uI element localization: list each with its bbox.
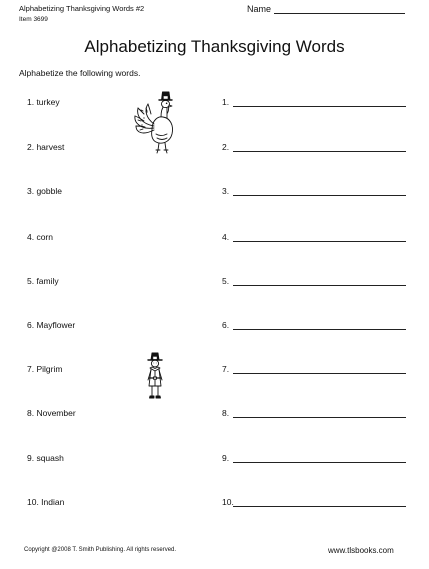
answer-number: 5.	[222, 276, 230, 286]
word-item: 7. Pilgrim	[27, 364, 63, 374]
answer-number: 9.	[222, 453, 230, 463]
answer-line[interactable]	[233, 241, 406, 242]
footer-url-link[interactable]: www.tlsbooks.com	[328, 546, 394, 555]
answer-number: 3.	[222, 186, 230, 196]
answer-number: 10.	[222, 497, 234, 507]
page-title: Alphabetizing Thanksgiving Words	[84, 37, 345, 56]
answer-line[interactable]	[233, 285, 406, 286]
answer-line[interactable]	[233, 106, 406, 107]
answer-number: 2.	[222, 142, 230, 152]
word-item: 8. November	[27, 408, 76, 418]
answer-line[interactable]	[233, 195, 406, 196]
answer-line[interactable]	[233, 373, 406, 374]
answer-line[interactable]	[233, 462, 406, 463]
answer-number: 4.	[222, 232, 230, 242]
footer-copyright: Copyright @2008 T. Smith Publishing. All rights reserved.	[24, 547, 177, 553]
worksheet-header-title: Alphabetizing Thanksgiving Words #2	[19, 4, 145, 13]
word-item: 10. Indian	[27, 497, 65, 507]
word-item: 1. turkey	[27, 97, 60, 107]
word-item: 5. family	[27, 276, 59, 286]
turkey-with-pilgrim-hat-icon	[132, 90, 182, 156]
word-item: 3. gobble	[27, 186, 62, 196]
name-answer-line[interactable]	[274, 13, 405, 14]
word-item: 2. harvest	[27, 142, 65, 152]
answer-number: 6.	[222, 320, 230, 330]
instructions: Alphabetize the following words.	[19, 68, 141, 78]
answer-number: 8.	[222, 408, 230, 418]
word-item: 9. squash	[27, 453, 64, 463]
answer-line[interactable]	[233, 151, 406, 152]
answer-number: 1.	[222, 97, 230, 107]
answer-line[interactable]	[233, 506, 406, 507]
answer-number: 7.	[222, 364, 230, 374]
answer-line[interactable]	[233, 329, 406, 330]
item-number: Item 3699	[19, 16, 48, 23]
word-item: 6. Mayflower	[27, 320, 76, 330]
answer-line[interactable]	[233, 417, 406, 418]
name-label: Name	[247, 4, 272, 14]
word-item: 4. corn	[27, 232, 53, 242]
pilgrim-figure-icon	[143, 352, 167, 402]
